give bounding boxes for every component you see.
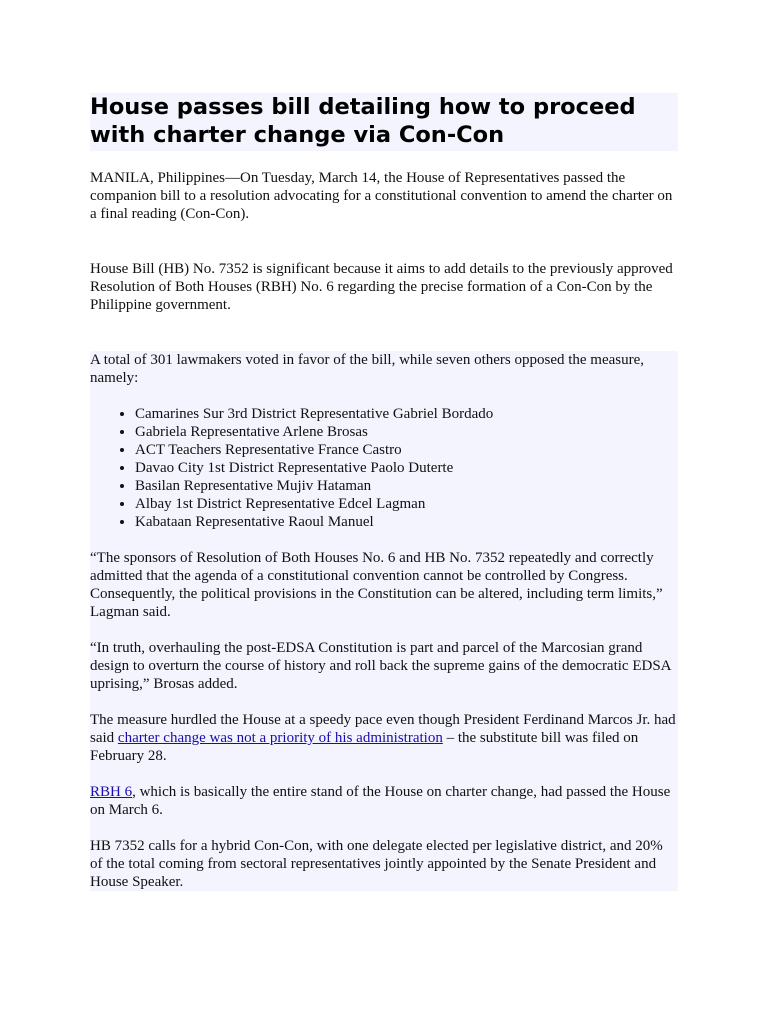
rbh6-link[interactable]: RBH 6: [90, 784, 133, 800]
paragraph-intro: MANILA, Philippines—On Tuesday, March 14, the House of Representatives passed the companion bill to a resolution advocating for a constitutional convention to amend the charter on a final reading (Con-Con).: [90, 170, 673, 222]
text: – the substitute bill was filed on February 28.: [90, 730, 639, 764]
list-item: • Albay 1st District Representative Edcel Lagman: [135, 495, 678, 513]
article-title: House passes bill detailing how to proceed with charter change via Con-Con: [90, 94, 636, 148]
list-item: • Kabataan Representative Raoul Manuel: [135, 513, 678, 531]
paragraph-lagman-quote: “The sponsors of Resolution of Both Houses No. 6 and HB No. 7352 repeatedly and correctly admitted that the agenda of a constitutional convention cannot be controlled by Congress. Consequently, the political provisions in the Constitution can be altered, including term limits,” Lagman said.: [90, 550, 663, 620]
paragraph-brosas-quote: “In truth, overhauling the post-EDSA Constitution is part and parcel of the Marcosian grand design to overturn the course of history and roll back the supreme gains of the democratic EDSA uprising,” Brosas added.: [90, 640, 671, 692]
opposers-list: [90, 405, 678, 531]
list-item: • Camarines Sur 3rd District Representative Gabriel Bordado: [135, 405, 678, 423]
paragraph-hb7352: House Bill (HB) No. 7352 is significant because it aims to add details to the previously approved Resolution of Both Houses (RBH) No. 6 regarding the precise formation of a Con-Con by the Philippine government.: [90, 261, 673, 313]
text: The measure hurdled the House at a speedy pace even though President Ferdinand Marcos Jr. had said: [90, 712, 676, 746]
list-item: • Davao City 1st District Representative Paolo Duterte: [135, 459, 678, 477]
article: [90, 93, 678, 891]
paragraph-hybrid-concon: HB 7352 calls for a hybrid Con-Con, with one delegate elected per legislative district, and 20% of the total coming from sectoral representatives jointly appointed by the Senate President and House Speaker.: [90, 838, 663, 890]
shaded-content: [90, 351, 678, 891]
text: , which is basically the entire stand of the House on charter change, had passed the House on March 6.: [90, 784, 671, 818]
list-item: • Gabriela Representative Arlene Brosas: [135, 423, 678, 441]
paragraph-vote-count: A total of 301 lawmakers voted in favor of the bill, while seven others opposed the measure, namely:: [90, 352, 645, 386]
list-item: • Basilan Representative Mujiv Hataman: [135, 477, 678, 495]
paragraph-speedy-pace: [90, 711, 678, 765]
list-item: • ACT Teachers Representative France Castro: [135, 441, 678, 459]
paragraph-rbh6: [90, 783, 678, 819]
charter-change-priority-link[interactable]: charter change was not a priority of his administration: [117, 730, 443, 746]
title-block: [90, 93, 678, 151]
